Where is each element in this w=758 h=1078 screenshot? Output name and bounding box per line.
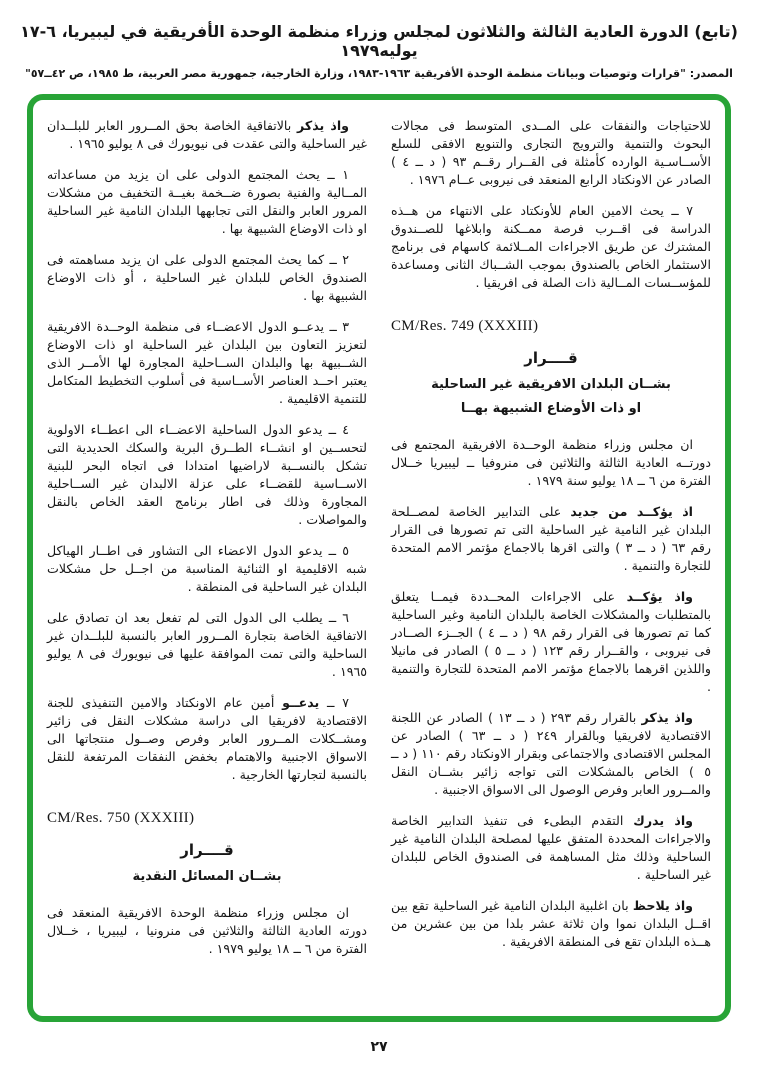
resolution-title: قــــرار: [180, 841, 234, 859]
resolution-subject: او ذات الأوضاع الشبيهة بهــا: [460, 401, 642, 416]
preamble-paragraph: ان مجلس وزراء منظمة الوحدة الافريقية المنعقد فى دورته العادية الثالثة والثلاثين فى منرونيا ، ليبيريا ، خــلال الفترة من ٦ ــ ١٨ يوليو ١٩٧٩ .: [47, 905, 367, 956]
clause-paragraph: ٦ ــ يطلب الى الدول التى لم تفعل بعد ان تصادق على الاتفاقية الخاصة بتجارة المــرور العابر بالنسبة للبلــدان غير الساحلية والتى تمت الموافقة عليها فى نيويورك فى ٨ يوليو ١٩٦٥ .: [47, 610, 367, 679]
continuation-paragraph: للاحتياجات والنفقات على المــدى المتوسط فى مجالات البحوث والتنمية والترويج التجارى والتنويع الافقى للسلع الأســاسـية الوارده كأمثلة فى القــرار رقــم ٩٣ ( د ــ ٤ ) الصادر عن الاونكتاد الرابع المنعقد فى نيروبى عــام ١٩٧٦ .: [391, 118, 712, 187]
paragraph-body: التقدم البطىء فى تنفيذ التدابير الخاصة والاجراءات المحددة المتفق عليها لمصلحة البلدان النامية غير الساحلية وذلك مثل المساهمة فى الصندوق الخاص للبلدان غير الساحلية .: [391, 813, 711, 882]
preamble-paragraph: [391, 812, 711, 884]
preamble-paragraph: [391, 588, 711, 696]
source-citation: المصدر: "قرارات وتوصيات وبيانات منظمة الوحدة الأفريقية ١٩٦٣-١٩٨٣، وزارة الخارجية، جمهورية مصر العربية، ط ١٩٨٥، ص ٤٢ــ٥٧": [25, 67, 733, 80]
clause-paragraph: ٣ ــ يدعــو الدول الاعضــاء فى منظمة الوحــدة الافريقية لتعزيز التعاون بين البلدان غير الساحلية او ذات الاوضاع الشــبيهة بها والبلدان الســاحلية المجاورة لها الأمــر الذى يعتبر احــد العناصر الأســاسية فى أسلوب التخطيط المتكامل للتنمية الاقليمية .: [47, 319, 367, 406]
two-column-layout: [47, 117, 711, 1008]
paragraph-lead: واذ يدرك: [633, 813, 694, 828]
paragraph-lead: واذ يلاحظ: [632, 898, 693, 913]
preamble-paragraph: [391, 503, 711, 575]
paragraph-lead: اذ يؤكــد من جديد: [570, 504, 693, 519]
resolution-id: CM/Res. 750 (XXXIII): [47, 810, 195, 826]
paragraph-prefix: ٧ ــ: [319, 695, 349, 710]
resolution-subject: بشــان المسائل النقدية: [132, 869, 282, 884]
resolution-subject: بشــان البلدان الافريقية غير الساحلية: [431, 377, 671, 392]
content-frame: [27, 94, 731, 1022]
paragraph-body: على الاجراءات المحــددة فيمــا يتعلق بالمتطلبات والمشكلات الخاصة بالبلدان النامية وغير الساحلية كما تم تصورها فى القرار رقم ٩٨ ( د ــ ٤ ) الجــزء الصــادر فى نيروبى ، والقــرار رقم ١٢٣ ( د ــ ٥ ) الصادر فى مانيلا واللذين اقرهما بالاجماع مؤتمر الامم المتحدة للتجارة والتنمية .: [391, 589, 711, 694]
paragraph-lead: واذ يؤكــد: [626, 589, 693, 604]
column-left: [47, 117, 367, 1008]
paragraph-body: بان اغلبية البلدان النامية غير الساحلية تقع بين اقــل البلدان نموا وان ثلاثة عشر بلدا من بين عشرين من هــذه البلدان تقع فى المنطقة الافريقية .: [391, 898, 711, 949]
paragraph-body: بالاتفاقية الخاصة بحق المــرور العابر للبلــدان غير الساحلية والتى عقدت فى نيويورك فى ٨ يوليو ١٩٦٥ .: [47, 118, 367, 151]
paragraph-lead: واذ يذكر: [297, 118, 349, 133]
paragraph-lead: يدعــو: [282, 695, 320, 710]
clause-paragraph: ٥ ــ يدعو الدول الاعضاء الى التشاور فى اطــار الهياكل شبه الاقليمية او الثنائية المناسبة من اجــل حل مشكلات البلدان غير الساحلية فى المنطقة .: [47, 543, 367, 594]
clause-paragraph: ٢ ــ كما يحث المجتمع الدولى على ان يزيد مساهمته فى الصندوق الخاص للبلدان غير الساحلية ، أو ذات الاوضاع الشبيهة بها .: [47, 252, 367, 303]
paragraph-lead: واذ يذكر: [641, 710, 693, 725]
page-number: ٢٧: [370, 1039, 388, 1055]
clause-paragraph: ٧ ــ يحث الامين العام للأونكتاد على الانتهاء من هــذه الدراسة فى اقــرب فرصة ممــكنة وابلاغها للصــندوق المشترك عن طريق الاجراءات المــلائمة كاسهام فى برنامج الاستثمار الخاص بالصندوق بموجب الشــباك الثانى ومساعدة للمؤســسات المــالية ذات الصلة فى افريقيا .: [391, 203, 711, 290]
preamble-paragraph: [391, 897, 711, 951]
page-footer: [0, 1036, 758, 1055]
column-right: [391, 117, 711, 1008]
preamble-paragraph: ان مجلس وزراء منظمة الوحــدة الافريقية المجتمع فى دورتــه العادية الثالثة والثلاثين فى منروفيا ــ ليبيريا خــلال الفترة من ٦ ــ ١٨ يوليو سنة ١٩٧٩ .: [391, 437, 711, 488]
session-title: (تابع) الدورة العادية الثالثة والثلاثون لمجلس وزراء منظمة الوحدة الأفريقية في ليبيريا، ٦-١٧ يوليه١٩٧٩: [20, 22, 738, 60]
paragraph-body: أمين عام الاونكتاد والامين التنفيذى للجنة الاقتصادية لافريقيا الى دراسة مشكلات النقل فى زائير ومشــكلات المــرور العابر وفرص وصــول منتجاتها الى الاسواق الاجنبية والاهتمام بخفض النفقات المرتفعة للنقل بالنسبة لتجارتها الخارجية .: [47, 695, 367, 782]
clause-paragraph: ٤ ــ يدعو الدول الساحلية الاعضــاء الى اعطــاء الاولوية لتحســين او انشــاء الطــرق البرية والسكك الحديدية التى تشكل بالنســبة لاراضيها امتدادا فى اتجاه البحر للبنية الاســاسية للقضــاء على عزلة الالبدان غير الســاحلية المجاورة وذلك فى اطار برنامج العقد الخاص بالنقل والمواصلات .: [47, 422, 367, 527]
page-header: [0, 22, 758, 80]
clause-paragraph: ١ ــ يحث المجتمع الدولى على ان يزيد من مساعداته المــالية والفنية بصورة ضــخمة بغيــة التخفيف من مشكلات المرور العابر والنقل التى تجابهها البلدان النامية غير الساحلية او ذات الاوضاع الشبيهة بها .: [47, 167, 367, 236]
clause-paragraph: [47, 694, 367, 784]
resolution-id: CM/Res. 749 (XXXIII): [391, 318, 539, 334]
paragraph-body: بالقرار رقم ٢٩٣ ( د ــ ١٣ ) الصادر عن اللجنة الاقتصادية لافريقيا وبالقرار ٢٤٩ ( د ــ ٦٣ ) الصادر عن المجلس الاقتصادى والاجتماعى وبقرار الاونكتاد رقم ١١٠ ( د ــ ٥ ) الخاص بالمشكلات التى تواجه زائير بشــان النقل والمــرور العابر وفرص الوصول الى الاسواق الاجنبية .: [391, 710, 712, 797]
paragraph-body: على التدابير الخاصة لمصــلحة البلدان غير النامية غير الساحلية التى تم تصورها فى القرار رقم ٦٣ ( د ــ ٣ ) والتى اقرها بالاجماع مؤتمر الامم المتحدة للتجارة والتنمية .: [391, 504, 711, 573]
resolution-title: قــــرار: [524, 349, 578, 367]
preamble-paragraph: [47, 117, 367, 153]
preamble-paragraph: [391, 709, 711, 799]
